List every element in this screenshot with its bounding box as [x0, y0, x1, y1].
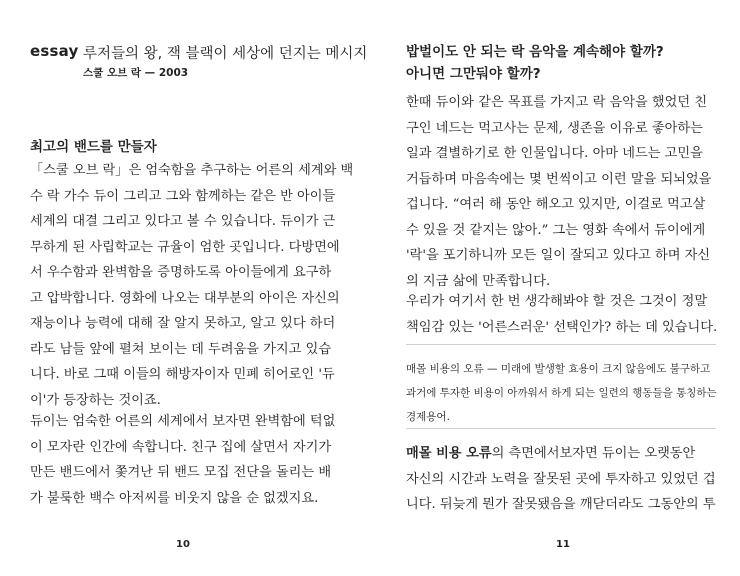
footnote-line: 경제용어. [406, 411, 450, 423]
right-paragraph-2 [406, 289, 717, 340]
footnote-divider-bottom [406, 428, 716, 429]
text-line: 이'가 등장하는 것이죠. [30, 392, 161, 408]
right-paragraph-1 [406, 90, 711, 294]
text-line: 만든 밴드에서 쫓겨난 뒤 밴드 모집 전단을 돌리는 배 [30, 465, 332, 480]
left-paragraph-1 [30, 158, 353, 413]
section-question [406, 41, 664, 85]
text-line: 니다. 바로 그때 이들의 해방자이자 민폐 히어로인 '듀 [30, 367, 335, 382]
text-line: 의 지금 삶에 만족합니다. [406, 273, 551, 289]
text-line: 니다. 뒤늦게 뭔가 잘못됐음을 깨닫더라도 그동안의 투 [406, 497, 716, 512]
text-line: 「스쿨 오브 락」은 엄숙함을 추구하는 어른의 세계와 백 [30, 163, 354, 178]
text-line: 자신의 시간과 노력을 잘못된 곳에 투자하고 있었던 겁 [406, 471, 716, 487]
text-line: 듀이는 엄숙한 어른의 세계에서 보자면 완벽함에 턱없 [30, 414, 336, 429]
text-line: 고 압박합니다. 영화에 나오는 대부분의 아이은 자신의 [30, 290, 340, 306]
page-number: 11 [556, 539, 570, 550]
text-line: 구인 네드는 먹고사는 문제, 생존을 이유로 좋아하는 [406, 120, 703, 136]
text-line: 수 있을 것 같지는 않아.” 그는 영화 속에서 듀이에게 [406, 222, 706, 238]
text-line: 겁니다. “여러 해 동안 해오고 있지만, 이걸로 먹고살 [406, 197, 706, 212]
bold-term: 매몰 비용 오류 [406, 446, 492, 461]
section-title: 최고의 밴드를 만들자 [30, 139, 157, 155]
footnote-line: 매몰 비용의 오류 — 미래에 발생할 효용이 크지 않음에도 불구하고 [406, 363, 711, 375]
right-paragraph-3 [406, 441, 716, 518]
footnote [406, 357, 717, 429]
text-line: 책임감 있는 '어른스러운' 선택인가? 하는 데 있습니다. [406, 319, 718, 335]
text-line: 서 우수함과 완벽함을 증명하도록 아이들에게 요구하 [30, 265, 332, 280]
text-line [406, 441, 716, 467]
text-line: 수 락 가수 듀이 그리고 그와 함께하는 같은 반 아이들 [30, 188, 336, 204]
question-line: 밥벌이도 안 되는 락 음악을 계속해야 할까? [406, 44, 664, 60]
text-line: 한때 듀이와 같은 목표를 가지고 락 음악을 했었던 친 [406, 95, 708, 110]
footnote-divider-top [406, 344, 716, 345]
footnote-line: 과거에 투자한 비용이 아까워서 하게 되는 일련의 행동들을 통칭하는 [406, 387, 717, 399]
text-line: 이 모자란 인간에 속합니다. 친구 집에 살면서 자기가 [30, 439, 332, 455]
essay-label: essay [30, 42, 79, 60]
text-line: 일과 결별하기로 한 인물입니다. 아마 네드는 고민을 [406, 146, 703, 161]
text-line: 세계의 대결 그리고 있다고 볼 수 있습니다. 듀이가 근 [30, 214, 336, 229]
essay-title: 루저들의 왕, 잭 블랙이 세상에 던지는 메시지 [83, 46, 368, 62]
right-page [370, 0, 740, 576]
text-line: 무하게 된 사립학교는 규율이 엄한 곳입니다. 다방면에 [30, 239, 340, 255]
left-paragraph-2 [30, 409, 335, 511]
text-segment: 의 측면에서보자면 듀이는 오랫동안 [491, 446, 696, 461]
text-line: 우리가 여기서 한 번 생각해봐야 할 것은 그것이 정말 [406, 294, 708, 309]
text-line: 거듭하며 마음속에는 몇 번씩이고 이런 말을 되뇌었을 [406, 171, 712, 187]
essay-subtitle: 스쿨 오브 락 — 2003 [83, 67, 189, 79]
question-line: 아니면 그만둬야 할까? [406, 66, 541, 82]
text-line: '락'을 포기하니까 모든 일이 잘되고 있다고 하며 자신 [406, 248, 711, 263]
page-number: 10 [176, 539, 190, 550]
text-line: 재능이나 능력에 대해 잘 알지 못하고, 알고 있다 하더 [30, 316, 336, 331]
text-line: 라도 남들 앞에 펼쳐 보이는 데 두려움을 가지고 있습 [30, 341, 332, 357]
text-line: 가 불룩한 백수 아저씨를 비웃지 않을 순 없겠지요. [30, 490, 319, 506]
